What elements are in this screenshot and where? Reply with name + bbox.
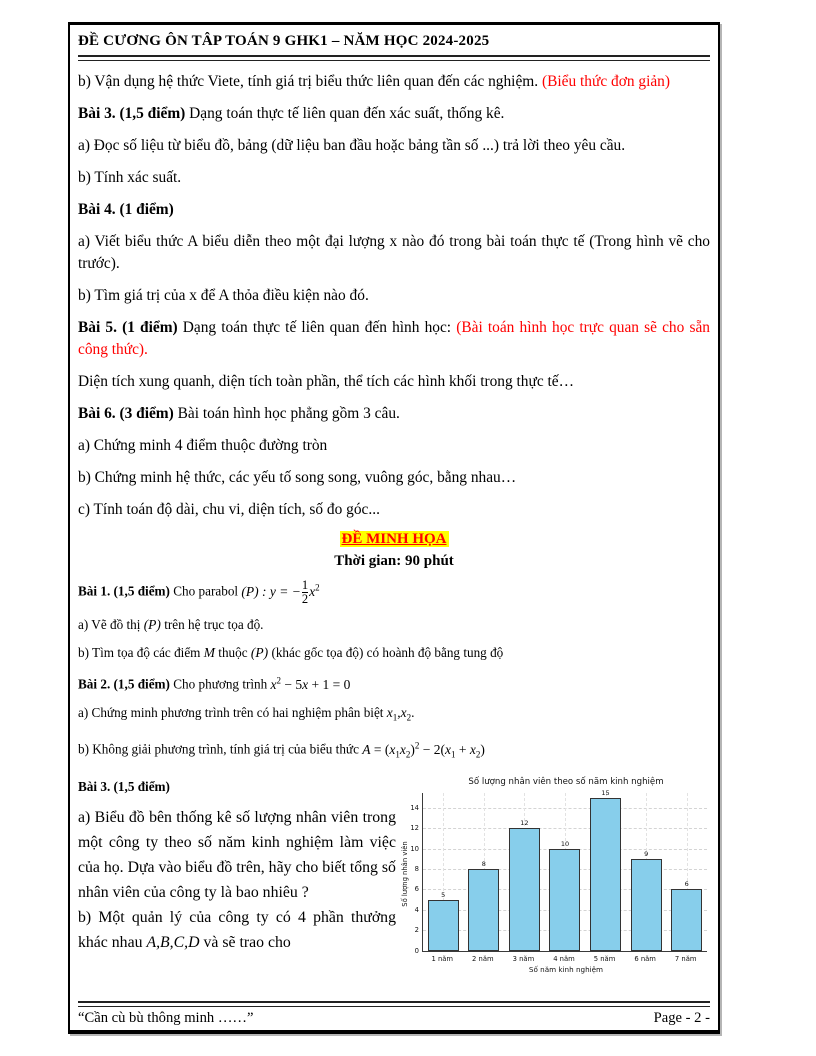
heading-label: Bài 2. (1,5 điểm): [78, 676, 170, 692]
bar-value-label: 9: [644, 849, 649, 858]
bar-value-label: 5: [441, 890, 446, 899]
bai3-exam-section: [78, 774, 710, 974]
text-run: và sẽ trao cho: [199, 933, 291, 951]
math-subscript: 2: [475, 749, 481, 760]
bar-chart: [396, 774, 710, 974]
document-page: [68, 22, 720, 1034]
math-exponent: 2: [276, 675, 282, 686]
bai3-text-column: [78, 774, 396, 955]
text-run: a) Vẽ đồ thị: [78, 617, 144, 633]
paragraph-bai4b: b) Tìm giá trị của x để A thỏa điều kiện nào đó.: [78, 287, 369, 304]
math-P: (P): [143, 617, 161, 633]
page-footer: [78, 996, 710, 1030]
math-run: − 2(: [419, 741, 445, 757]
fraction-numerator: 1: [301, 578, 309, 592]
heading-label: Bài 4. (1 điểm): [78, 201, 174, 218]
text-run: (khác gốc tọa độ) có hoành độ bằng tung độ: [268, 645, 504, 661]
heading-bai5-review: [78, 317, 710, 361]
document-title: ĐỀ CƯƠNG ÔN TÂP TOÁN 9 GHK1 – NĂM HỌC 2024-2025: [78, 33, 490, 49]
bar-1-năm: [428, 890, 459, 951]
formula-quadratic: [271, 677, 351, 692]
red-note: (Bài toán hình học trực quan sẽ cho sẵn công thức).: [78, 319, 710, 358]
text-run: phần thưởng khác nhau: [78, 908, 396, 951]
bar-4-năm: [549, 839, 580, 951]
paragraph-bai3a: a) Đọc số liệu từ biểu đồ, bảng (dữ liệu ban đầu hoặc bảng tần số ...) trả lời theo yêu cầu.: [78, 137, 626, 154]
page-content: [70, 25, 718, 974]
bar-7-năm: [671, 880, 702, 950]
text-run: b) Một quản lý của công ty có: [78, 908, 298, 926]
heading-bai1-exam: [78, 579, 710, 606]
chart-title: Số lượng nhân viên theo số năm kinh nghiệm: [468, 776, 664, 787]
text-run: Cho phương trình: [169, 676, 271, 692]
math-var: x: [399, 741, 406, 757]
math-subscript: 1: [450, 749, 456, 760]
paragraph-bai6c: c) Tính toán độ dài, chu vi, diện tích, số đo góc...: [78, 501, 380, 518]
bar-slot: [423, 793, 464, 951]
heading-label: Bài 3. (1,5 điểm): [78, 105, 186, 122]
y-tick-label: 12: [410, 824, 419, 833]
text-run: thuộc: [214, 645, 251, 661]
text-run: Bài toán hình học phẳng gồm 3 câu.: [173, 405, 400, 422]
bar-3-năm: [509, 819, 540, 950]
math-run: .: [411, 704, 415, 720]
math-run: +: [455, 741, 470, 757]
text-run: Cho parabol: [169, 583, 242, 599]
math-number: 4: [297, 908, 306, 926]
heading-label: Bài 1. (1,5 điểm): [78, 583, 170, 599]
math-run: + 1 = 0: [308, 676, 351, 692]
chart-y-axis-label: Số lượng nhân viên: [400, 840, 409, 907]
bar-5-năm: [590, 788, 621, 951]
paragraph-bai6b: b) Chứng minh hệ thức, các yếu tố song song, vuông góc, bằng nhau…: [78, 469, 517, 486]
formula-parabol: [241, 578, 320, 607]
fraction: [302, 579, 308, 606]
math-run: ,: [397, 704, 401, 720]
paragraph-bai2a: [78, 703, 710, 728]
bar-value-label: 15: [601, 788, 610, 797]
text-run: trên hệ trục tọa độ.: [160, 617, 264, 633]
heading-bai6-review: [78, 403, 710, 425]
x-tick-label: 4 năm: [553, 954, 575, 963]
bars-group: [423, 788, 707, 951]
footer-quote: “Cần cù bù thông minh ……”: [78, 1010, 254, 1026]
y-tick-label: 10: [410, 844, 419, 853]
heading-bai4-review: [78, 199, 710, 221]
x-tick-label: 1 năm: [431, 954, 454, 963]
math-var: x: [389, 741, 396, 757]
math-var: x: [270, 676, 277, 692]
paragraph-bai5-note: Diện tích xung quanh, diện tích toàn phần, thể tích các hình khối trong thực tế…: [78, 373, 575, 390]
math-var: x: [444, 741, 451, 757]
chart-x-axis-label: Số năm kinh nghiệm: [528, 964, 604, 974]
x-tick-label: 7 năm: [674, 954, 697, 963]
math-run: = (: [370, 741, 390, 757]
text-run: Dạng toán thực tế liên quan đến xác suất, thống kê.: [185, 105, 505, 122]
formula-roots: [386, 704, 415, 723]
math-subscript: 2: [406, 712, 412, 723]
heading-bai3-review: [78, 103, 710, 125]
math-run: − 5: [281, 676, 303, 692]
bar-6-năm: [631, 849, 662, 951]
bar-slot: [545, 793, 586, 951]
bar-slot: [464, 793, 505, 951]
exam-title-row: [78, 531, 710, 548]
math-var: x: [386, 704, 393, 720]
formula-expression-A: [362, 740, 485, 760]
paragraph-bai3-exam-a: a) Biểu đồ bên thống kê số lượng nhân viên trong một công ty theo số năm kinh nghiệm làm việc của họ. Dựa vào biểu đồ trên, hãy cho biết tổng số nhân viên của công ty là bao nhiêu ?: [78, 808, 396, 901]
heading-label: Bài 6. (3 điểm): [78, 405, 174, 422]
math-M: M: [203, 645, 215, 661]
math-var: x: [302, 676, 309, 692]
chart-x-tick-labels: [422, 955, 706, 963]
bar-value-label: 8: [481, 860, 486, 869]
bar-value-label: 10: [560, 839, 570, 848]
exam-title-highlight: ĐỀ MINH HỌA: [341, 531, 447, 547]
text-run: b) Tìm tọa độ các điểm: [78, 645, 204, 661]
y-tick-label: 14: [410, 803, 419, 812]
math-ABCD: A,B,C,D: [146, 933, 200, 951]
heading-label: Bài 5. (1 điểm): [78, 319, 178, 336]
math-P: (P): [250, 645, 269, 661]
math-var: x: [469, 741, 476, 757]
red-note: (Biểu thức đơn giản): [541, 73, 671, 90]
math-exponent: 2: [414, 740, 420, 751]
paragraph-bai4a: a) Viết biểu thức A biểu diễn theo một đại lượng x nào đó trong bài toán thực tế (Trong hình vẽ cho trước).: [78, 233, 710, 272]
math-var: x: [309, 583, 316, 599]
footer-page-number: Page - 2 -: [653, 1010, 710, 1026]
math-exponent: 2: [315, 582, 320, 593]
paragraph-bai3b: b) Tính xác suất.: [78, 169, 182, 186]
paragraph-bai6a: a) Chứng minh 4 điểm thuộc đường tròn: [78, 437, 328, 454]
math-var: x: [400, 704, 407, 720]
paragraph-bai2b: [78, 736, 710, 764]
math-var: A: [362, 741, 371, 757]
text-run: a) Chứng minh phương trình trên có hai nghiệm phân biệt: [78, 704, 387, 720]
text-run: Dạng toán thực tế liên quan đến hình học:: [177, 319, 457, 336]
math-run: ): [480, 741, 485, 757]
math-pre: (P) : y = −: [241, 583, 301, 599]
text-run: b) Vận dụng hệ thức Viete, tính giá trị biểu thức liên quan đến các nghiệm.: [78, 73, 542, 90]
heading-bai2-exam: [78, 671, 710, 694]
y-tick-label: 8: [414, 865, 419, 874]
x-tick-label: 5 năm: [593, 954, 616, 963]
bar-slot: [626, 793, 667, 951]
x-tick-label: 3 năm: [512, 954, 535, 963]
bar-value-label: 6: [684, 880, 689, 889]
exam-duration: Thời gian: 90 phút: [334, 553, 454, 569]
paragraph-bai1b: [78, 643, 710, 662]
header-double-rule: [78, 55, 710, 61]
math-subscript: 1: [392, 712, 398, 723]
fraction-denominator: 2: [301, 592, 309, 607]
math-run: ): [410, 741, 415, 757]
y-tick-label: 6: [414, 885, 419, 894]
bar-2-năm: [468, 860, 499, 951]
x-tick-label: 6 năm: [634, 954, 656, 963]
y-tick-label: 2: [414, 926, 419, 935]
bar-slot: [585, 788, 626, 951]
math-subscript: 2: [405, 749, 411, 760]
heading-bai3-exam: [78, 774, 396, 799]
math-subscript: 1: [395, 749, 400, 760]
paragraph-viete: [78, 71, 710, 93]
paragraph-bai3-exam-b: [78, 905, 396, 955]
bar-value-label: 12: [520, 819, 529, 828]
y-tick-label: 0: [414, 946, 419, 955]
chart-plot-area: [410, 788, 707, 955]
y-tick-label: 4: [414, 905, 419, 914]
x-tick-label: 2 năm: [472, 954, 494, 963]
bar-slot: [666, 793, 707, 951]
text-run: b) Không giải phương trình, tính giá trị của biểu thức: [78, 741, 363, 757]
paragraph-bai1a: [78, 615, 710, 634]
heading-label: Bài 3. (1,5 điểm): [78, 778, 170, 794]
bar-slot: [504, 793, 545, 951]
